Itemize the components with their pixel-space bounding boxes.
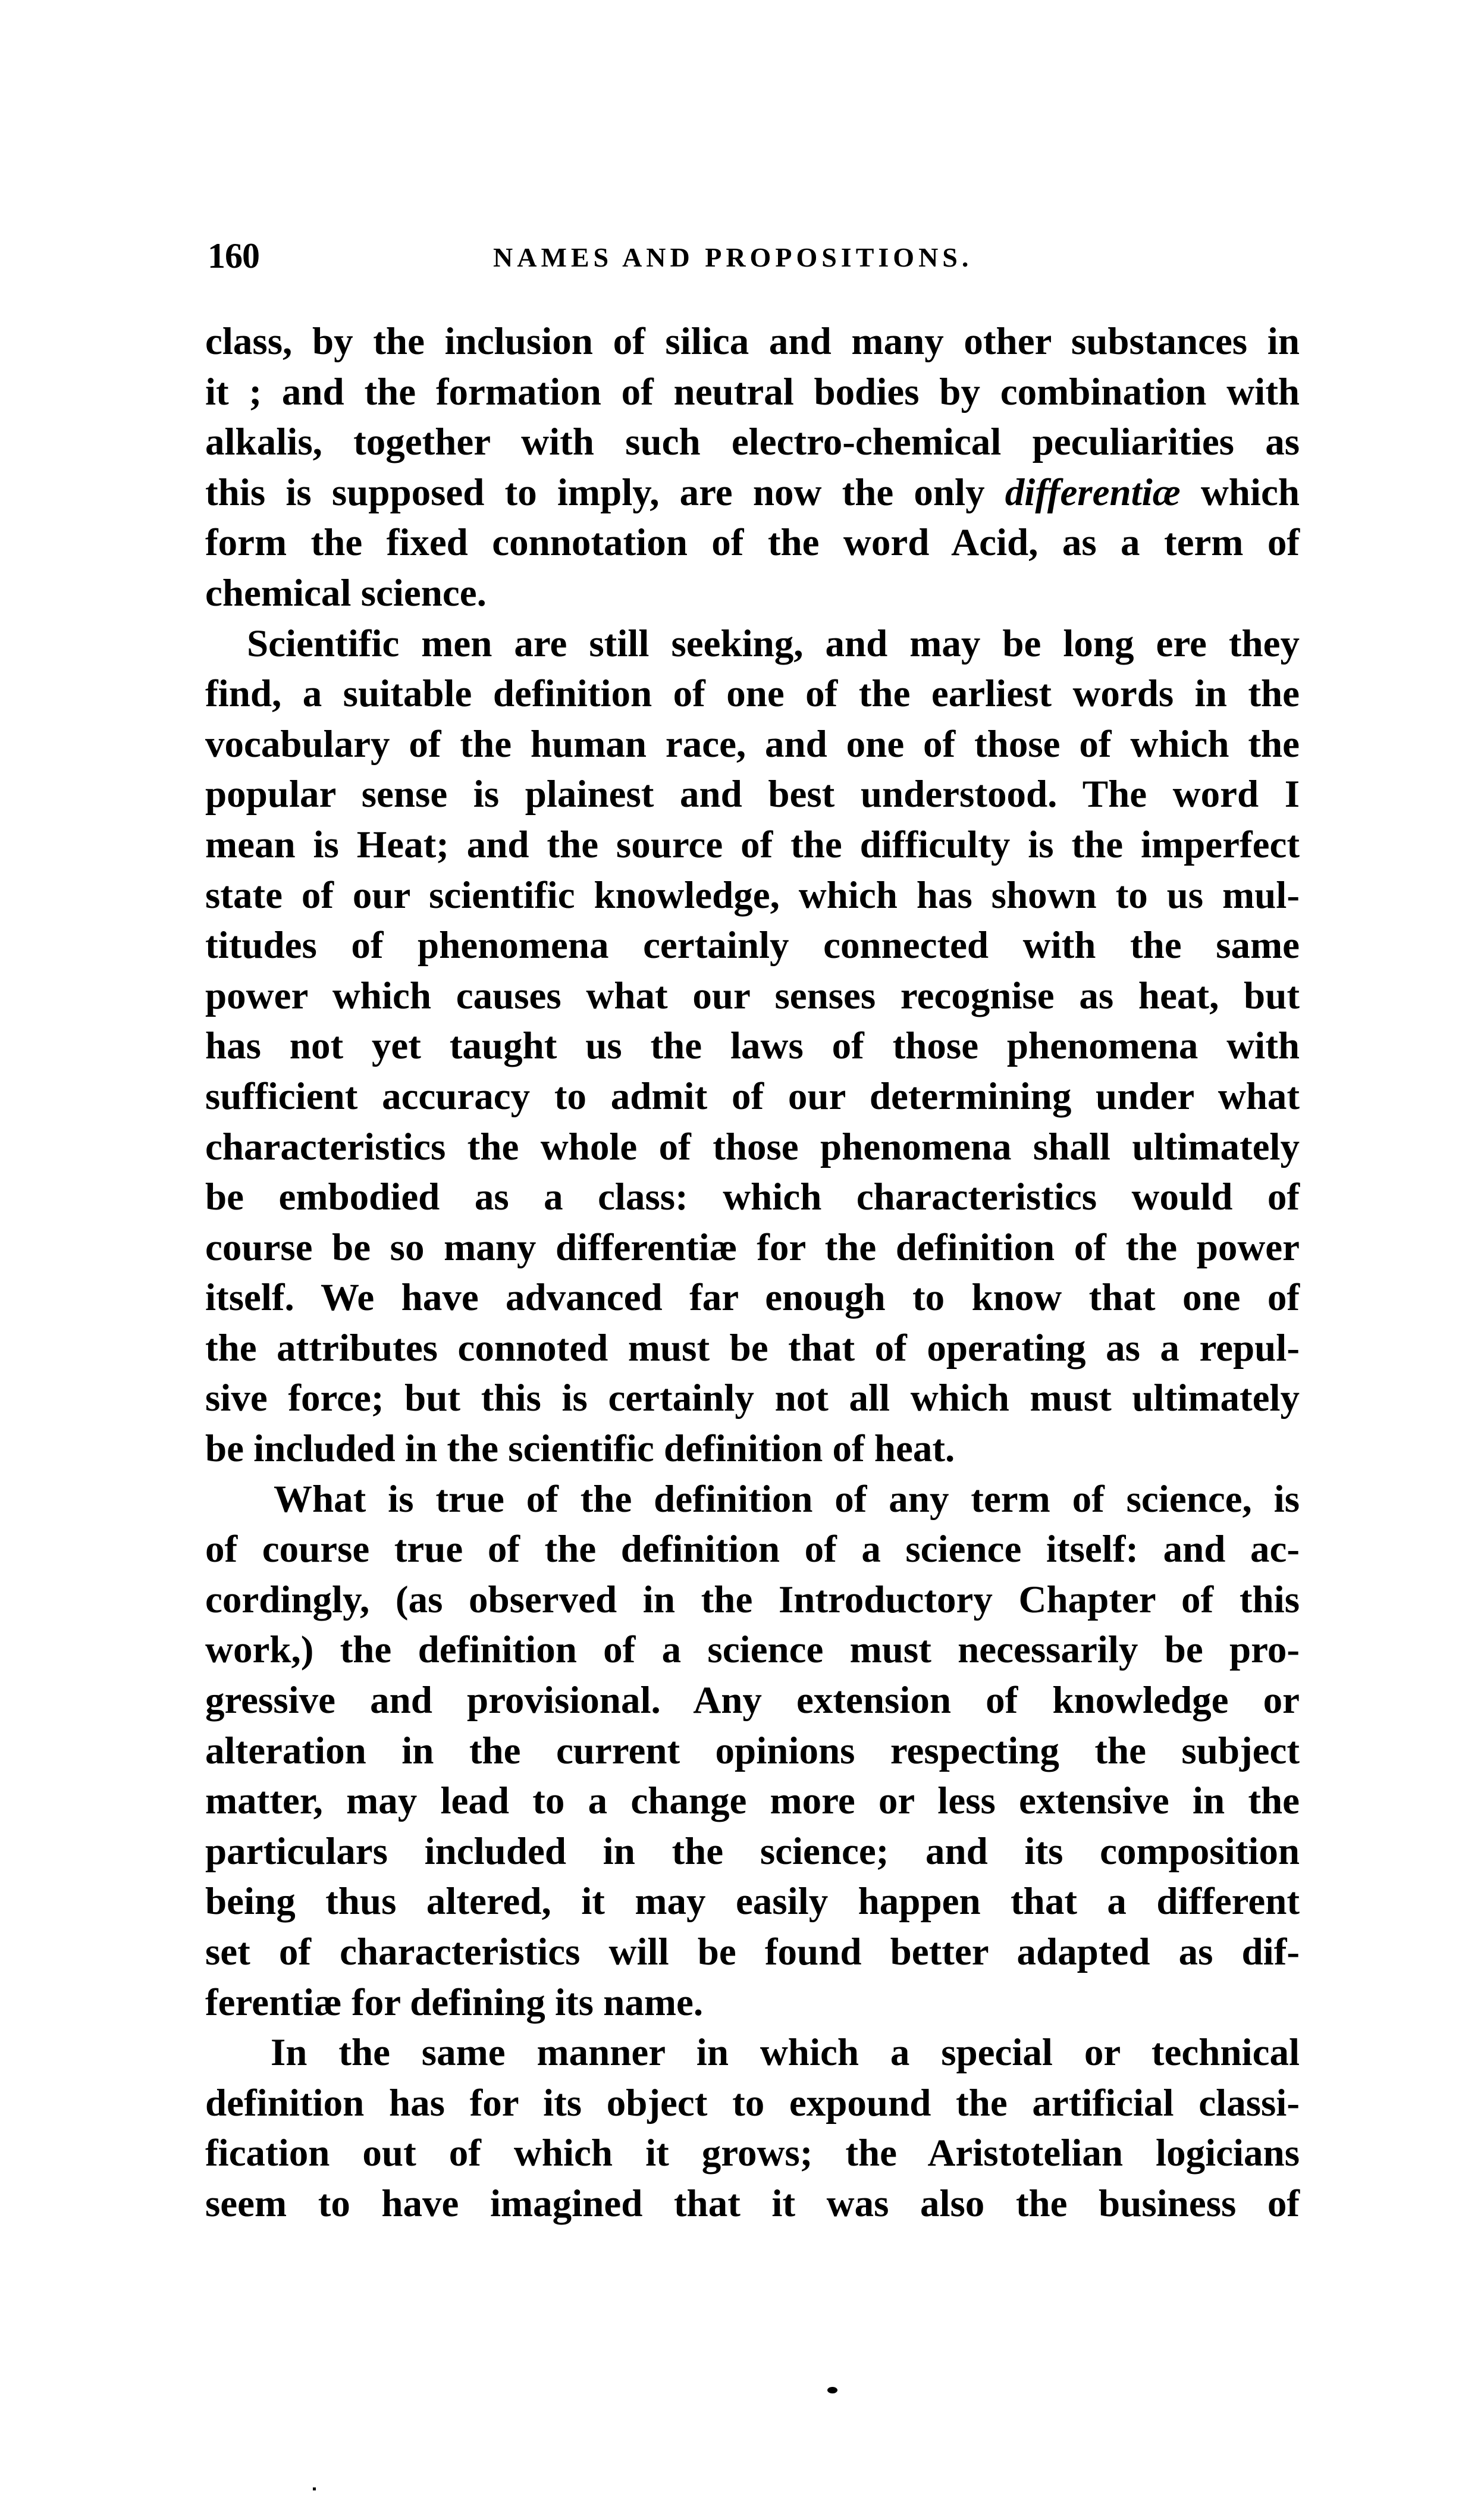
text-line: cordingly, (as observed in the Introductory Chapter of this [205,1578,1300,1621]
text-line: state of our scientific knowledge, which has shown to us mul- [205,873,1300,917]
paragraph [205,1474,1300,2028]
italic-term: differentiæ [1005,471,1181,514]
running-head [205,238,1300,274]
text-line: matter, may lead to a change more or less extensive in the [205,1779,1300,1823]
text-line: has not yet taught us the laws of those phenomena with [205,1024,1300,1068]
text-line: ferentiæ for defining its name. [205,1981,704,2024]
print-speck-small [313,2487,316,2490]
text-line: definition has for its object to expound the artificial classi- [205,2081,1300,2125]
text-line: course be so many differentiæ for the definition of the power [205,1226,1300,1269]
text-line: the attributes connoted must be that of operating as a repul- [205,1326,1300,1370]
text-line: titudes of phenomena certainly connected with the same [205,924,1300,967]
text-line: it ; and the formation of neutral bodies by combination with [205,370,1300,413]
text-line: alteration in the current opinions respecting the subject [205,1729,1300,1772]
page-number: 160 [208,236,259,275]
text-line: gressive and provisional. Any extension of knowledge or [205,1679,1300,1722]
text-line: find, a suitable definition of one of the earliest words in the [205,672,1300,716]
text-line: seem to have imagined that it was also the business of [205,2182,1300,2225]
text-line: popular sense is plainest and best understood. The word I [205,773,1300,816]
text-line: be embodied as a class: which characteristics would of [205,1176,1300,1219]
paragraph [205,2028,1300,2229]
text-line: being thus altered, it may easily happen that a different [205,1880,1300,1923]
text-line: What is true of the definition of any term of science, is [274,1477,1300,1521]
text-line: power which causes what our senses recognise as heat, but [205,974,1300,1017]
text-line: chemical science. [205,571,487,615]
text-line: Scientific men are still seeking, and may be long ere they [247,622,1300,665]
text-line: itself. We have advanced far enough to know that one of [205,1276,1300,1320]
text-line: work,) the definition of a science must necessarily be pro- [205,1628,1300,1672]
text-line: class, by the inclusion of silica and many other substances in [205,320,1300,363]
running-head-title: NAMES AND PROPOSITIONS. [493,242,973,272]
text-line: alkalis, together with such electro-chemical peculiarities as [205,421,1300,464]
body-text [205,317,1300,2229]
print-speck-dot [827,2387,837,2393]
text-line: be included in the scientific definition of heat. [205,1427,955,1471]
text-line: sive force; but this is certainly not all which must ultimately [205,1377,1300,1420]
text-line: form the fixed connotation of the word Acid, as a term of [205,521,1300,565]
text-line: of course true of the definition of a science itself: and ac- [205,1528,1300,1571]
paragraph [205,317,1300,619]
text-line: fication out of which it grows; the Aristotelian logicians [205,2132,1300,2175]
text-line: vocabulary of the human race, and one of those of which the [205,722,1300,766]
text-line: mean is Heat; and the source of the difficulty is the imperfect [205,823,1300,866]
text-line: this is supposed to imply, are now the only differentiæ which [205,471,1300,514]
text-line: set of characteristics will be found better adapted as dif- [205,1931,1300,1973]
text-line: particulars included in the science; and its composition [205,1829,1300,1873]
text-line: sufficient accuracy to admit of our determining under what [205,1074,1300,1118]
text-line: characteristics the whole of those phenomena shall ultimately [205,1125,1300,1168]
text-line: In the same manner in which a special or technical [271,2031,1300,2075]
paragraph [205,619,1300,1474]
